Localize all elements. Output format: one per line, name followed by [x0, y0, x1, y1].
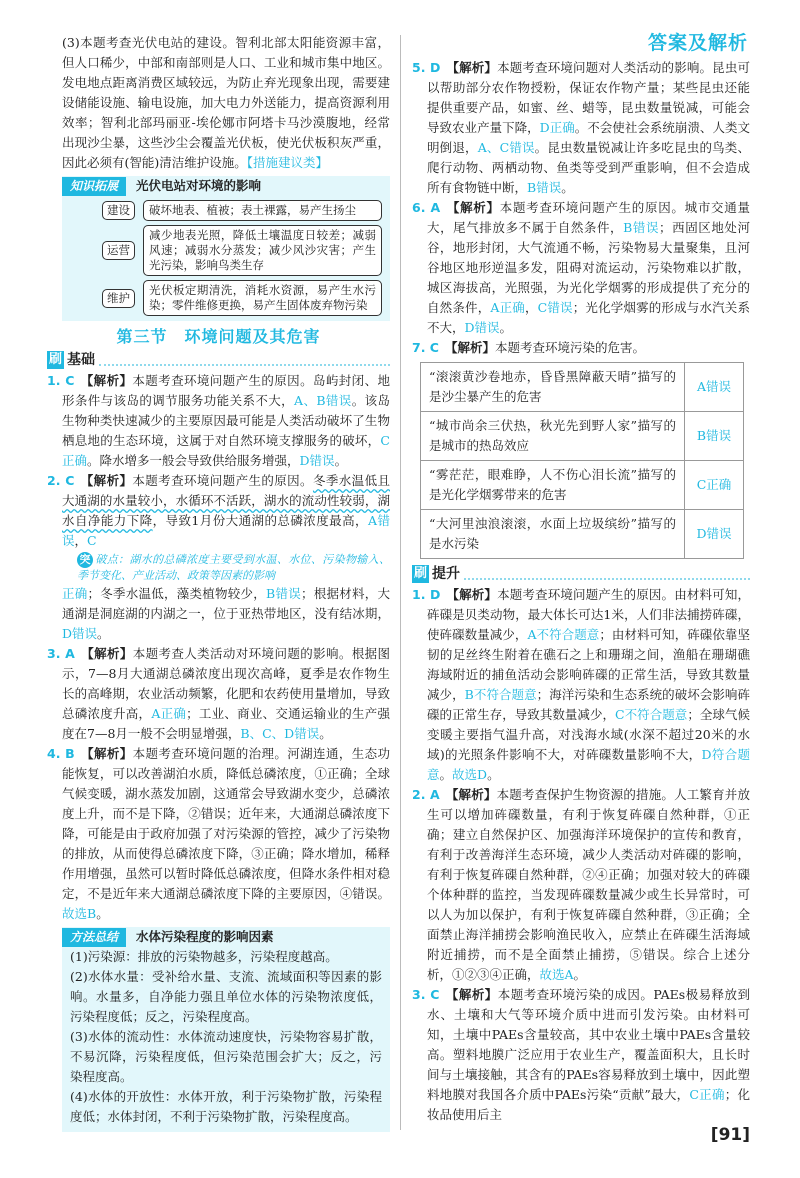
answer-text: 本题考查环境问题对人类活动的影响。昆虫可以帮助部分农作物授粉，保证农作物产量；某些昆虫还能提供重要产品，如蜜、丝、蜡等，昆虫数量锐减，可能会导致农业产量下降， [427, 60, 750, 135]
question-number: 4. B [47, 746, 75, 761]
answer-highlight: B错误 [266, 586, 301, 601]
answer-text: 本题考查环境污染的危害。 [495, 340, 646, 355]
answer-text: 本题考查环境污染的成因。PAEs极易释放到水、土壤和大气等环境介质中进而引发污染。由材料可知，土壤中PAEs含量较高，其中农业土壤中PAEs含量较高。塑料地膜广泛应用于农业生产，覆盖面积大，且长时间与土壤接触，其含有的PAEs容易释放到土壤中，因此塑料地膜对我国各介质中PAEs污染“贡献”最大， [427, 987, 750, 1102]
method-item: (2)水体水量：受补给水量、支流、流域面积等因素的影响。水量多，自净能力强且单位水体的污染物浓度低，污染程度低；反之，污染程度高。 [70, 969, 382, 1024]
answer-highlight: A、B错误 [294, 393, 352, 408]
answer-highlight: 故选A [539, 967, 574, 982]
poem-cell: “城市尚余三伏热，秋光先到野人家”描写的是城市的热岛效应 [421, 412, 685, 461]
answer-item [412, 338, 750, 358]
answer-highlight: D符合题意 [427, 747, 750, 782]
answer-text: ， [524, 300, 538, 315]
note-text: 湖水的总磷浓度主要受到水温、水位、污染物输入、季节变化、产业活动、政策等因素的影响 [77, 553, 391, 582]
method-title: 水体污染程度的影响因素 [136, 929, 274, 944]
question-number: 2. A [412, 787, 440, 802]
answer-item [412, 585, 750, 785]
answer-text: ；化妆品使用后主 [427, 1087, 750, 1122]
answer-text: 。 [96, 906, 109, 921]
level-label: 基础 [67, 352, 96, 368]
answer-text: ， [74, 533, 88, 548]
answer-text: ；全球气候变暖主要指气温升高，对浅海水域(水深不超过20米的水域)的光照条件影响不大，对砗磲数量影响不大， [427, 707, 750, 762]
answer-text: 本题考查环境问题产生的原因。城市交通量大，尾气排放多不属于自然条件， [427, 200, 750, 235]
stage-label: 建设 [102, 201, 135, 220]
answer-item [412, 58, 750, 198]
analysis-label: 【解析】 [80, 646, 133, 661]
answer-highlight: D错误 [464, 320, 500, 335]
answer-highlight: 正确 [62, 586, 88, 601]
question-number: 3. A [47, 646, 75, 661]
answer-highlight: C正确 [62, 433, 390, 468]
answer-text: 。 [561, 180, 574, 195]
answer-text: 。不会使社会系统崩溃、人类文明倒退， [427, 120, 750, 155]
method-box [62, 927, 390, 1132]
answer-highlight: B错误 [623, 220, 660, 235]
knowledge-row [102, 225, 382, 276]
page-number: [91] [710, 1125, 750, 1145]
knowledge-row [102, 280, 382, 316]
answer-highlight: A正确 [490, 300, 525, 315]
stage-impact: 破坏地表、植被；表土裸露，易产生扬尘 [143, 200, 382, 221]
answer-text: ；冬季水温低，藻类植物较少， [87, 586, 267, 601]
breakthrough-note [77, 552, 390, 583]
answer-text: ；工业、商业、交通运输业的生产强度在7—8月一般不会明显增强， [62, 706, 390, 741]
breakthrough-icon: 突 [77, 552, 93, 568]
answer-highlight: A、C错误 [477, 140, 535, 155]
analysis-label: 【解析】 [446, 587, 498, 602]
dotted-rule [464, 568, 750, 580]
stage-label: 维护 [102, 289, 135, 308]
answer-text: ，导致1月份大通湖的总磷浓度最高， [152, 513, 369, 528]
answer-text: ；光化学烟雾的形成与水汽关系不大， [427, 300, 750, 335]
method-item: (3)水体的流动性：水体流动速度快，污染物容易扩散，不易沉降，污染程度低，但污染范围会扩大；反之，污染程度高。 [70, 1029, 382, 1084]
answer-item [47, 644, 390, 744]
analysis-label: 【解析】 [446, 200, 500, 215]
answer-text: 本题考查环境问题产生的原因。 [132, 473, 313, 488]
table-row [421, 510, 744, 559]
level-label: 提升 [432, 566, 461, 582]
dotted-rule [99, 354, 390, 366]
table-row [421, 461, 744, 510]
poem-cell: “滚滚黄沙卷地赤，昏昏黑障蔽天晴”描写的是沙尘暴产生的危害 [421, 363, 685, 412]
answer-text: 。降水增多一般会导致供给服务增强， [87, 453, 300, 468]
answer-text: 。 [334, 453, 348, 468]
question-number: 1. C [47, 373, 75, 388]
answer-text: ；西固区地处河谷，地形封闭，大气流通不畅，污染物易大量聚集，且河谷地区地形逆温多发，阻碍对流运动，污染物难以扩散，城区海拔高，光照强，为光化学烟雾的形成提供了充分的自然条件， [427, 220, 750, 315]
result-cell: B错误 [685, 412, 744, 461]
question-number: 1. D [412, 587, 441, 602]
answer-text: 。 [97, 626, 110, 641]
level-heading [412, 564, 750, 584]
knowledge-title: 光伏电站对环境的影响 [136, 178, 262, 193]
poem-cell: “大河里浊浪滚滚，水面上垃圾缤纷”描写的是水污染 [421, 510, 685, 559]
table-row [421, 363, 744, 412]
brush-icon: 刷 [49, 352, 63, 367]
table-row [421, 412, 744, 461]
analysis-label: 【解析】 [80, 746, 133, 761]
question-number: 7. C [412, 340, 439, 355]
answer-text: ；根据材料，大通湖是洞庭湖的内湖之一，位于亚热带地区，没有结冰期， [62, 586, 390, 621]
note-label: 破点： [95, 553, 130, 566]
answer-text: 。昆虫数量锐减让许多吃昆虫的鸟类、爬行动物、两栖动物、鱼类等受到严重影响，但不会造成所有食物链中断， [427, 140, 750, 195]
stage-impact: 光伏板定期清洗，消耗水资源，易产生水污染；零件维修更换，易产生固体废弃物污染 [143, 280, 382, 316]
answer-highlight: C错误 [537, 300, 573, 315]
answer-item [47, 471, 390, 551]
answer-highlight: D错误 [299, 453, 335, 468]
answer-text: 。 [487, 767, 500, 782]
answer-highlight: A正确 [151, 706, 187, 721]
answer-highlight: A不符合题意 [527, 627, 600, 642]
knowledge-tag: 知识拓展 [62, 177, 126, 196]
question-number: 6. A [412, 200, 441, 215]
answer-highlight: D错误 [62, 626, 98, 641]
answer-highlight: C正确 [689, 1087, 725, 1102]
question-number: 5. D [412, 60, 441, 75]
analysis-label: 【解析】 [444, 340, 495, 355]
column-divider [400, 35, 401, 1130]
method-item: (4)水体的开放性：水体开放，利于污染物扩散，污染程度低；水体封闭，不利于污染物扩散，污染程度高。 [70, 1089, 382, 1124]
answer-highlight: 【措施建议类】 [246, 155, 329, 170]
analysis-label: 【解析】 [80, 373, 133, 388]
intro-paragraph [47, 33, 390, 173]
answer-highlight: 故选D [452, 767, 488, 782]
answer-highlight: A错误 [62, 513, 390, 548]
answer-text: ；由材料可知，砗磲依靠坚韧的足丝终生附着在礁石之上和珊瑚之间，渔船在珊瑚礁海域附近的捕鱼活动会影响砗磲的正常生活，导致其数量减少， [427, 627, 750, 702]
knowledge-row [102, 200, 382, 221]
answer-text: 。 [499, 320, 513, 335]
answer-text: 本题考查保护生物资源的措施。人工繁育并放生可以增加砗磲数量，有利于恢复砗磲自然种群，①正确；建立自然保护区、加强海洋环境保护的宣传和教育，有利于改善海洋生态环境，减少人类活动对砗磲的影响，有利于恢复砗磲自然种群，②④正确；加强对较大的砗磲个体种群的监控，当发现砗磲数量减少或生长异常时，可以人为加以保护，有利于恢复砗磲自然种群，③正确；全面禁止海洋捕捞会影响渔民收入，应禁止在砗磲生活海域附近捕捞，而不是全面禁止捕捞，⑤错误。综合上述分析，①②③④正确， [427, 787, 750, 982]
answer-text: 本题考查人类活动对环境问题的影响。根据图示，7—8月大通湖总磷浓度出现次高峰，夏季是农作物生长的高峰期，农业活动频繁，化肥和农药使用量增加，导致总磷浓度升高， [62, 646, 390, 721]
answer-item [47, 744, 390, 924]
right-column [412, 58, 750, 1125]
answer-text: 。 [439, 767, 453, 782]
result-cell: C正确 [685, 461, 744, 510]
answer-highlight: 故选B [62, 906, 97, 921]
question-number: 2. C [47, 473, 75, 488]
answer-highlight: C [87, 533, 97, 548]
method-tag: 方法总结 [62, 928, 126, 947]
answer-text: 。 [319, 726, 332, 741]
answer-item [412, 985, 750, 1125]
stage-impact: 减少地表光照，降低土壤温度日较差；减弱风速；减弱水分蒸发；减少风沙灾害；产生光污染，影响鸟类生存 [143, 225, 382, 276]
answer-text: 。该岛生物种类快速减少的主要原因最可能是人类活动破坏了生物栖息地的生态环境，这属于对自然环境支撑服务的破坏， [62, 393, 390, 448]
analysis-label: 【解析】 [80, 473, 133, 488]
poem-analysis-table [420, 362, 744, 559]
stage-label: 运营 [102, 241, 135, 260]
level-heading [47, 350, 390, 370]
question-number: 3. C [412, 987, 440, 1002]
answer-text: (3)本题考查光伏电站的建设。智利北部太阳能资源丰富，但人口稀少，中部和南部则是人口、工业和城市集中地区。发电地点距离消费区域较远，为防止弃光现象出现，需要建设储能设施、输电设施，加大电力外送能力，提高资源利用效率；智利北部玛丽亚-埃伦娜市阿塔卡马沙漠腹地，经常出现沙尘暴，这些沙尘会覆盖光伏板，使光伏板积灰严重，因此必须有(智能)清洁维护设施。 [62, 35, 390, 170]
answer-item [412, 785, 750, 985]
left-column [47, 33, 390, 1136]
answer-text: 本题考查环境问题产生的原因。由材料可知，砗磲是贝类动物，最大体长可达1米，人们非法捕捞砗磲，使砗磲数量减少， [427, 587, 750, 642]
result-cell: D错误 [685, 510, 744, 559]
analysis-label: 【解析】 [445, 987, 498, 1002]
section-title: 第三节 环境问题及其危害 [116, 327, 321, 346]
page-header: 答案及解析 [647, 32, 748, 54]
answer-highlight: C不符合题意 [615, 707, 688, 722]
answer-highlight: B不符合题意 [464, 687, 537, 702]
knowledge-box [62, 176, 390, 321]
analysis-label: 【解析】 [445, 787, 497, 802]
answer-text: 本题考查环境问题产生的原因。岛屿封闭、地形条件与该岛的调节服务功能关系不大， [62, 373, 390, 408]
answer-item [47, 371, 390, 471]
answer-highlight: B错误 [527, 180, 562, 195]
answer-text: 。 [573, 967, 587, 982]
poem-cell: “雾茫茫，眼难睁，人不伤心泪长流”描写的是光化学烟雾带来的危害 [421, 461, 685, 510]
answer-highlight: B、C、D错误 [240, 726, 320, 741]
answer-text: 本题考查环境问题的治理。河湖连通，生态功能恢复，可以改善湖泊水质，降低总磷浓度，①正确；全球气候变暖，湖水蒸发加剧，这通常会导致湖水变少，总磷浓度上升，而不是下降，②错误；近年来，大通湖总磷浓度下降，可能是由于政府加强了对污染源的管控，减少了污染物的排放，从而使得总磷浓度下降，③正确；降水增加，稀释作用增强，虽然可以暂时降低总磷浓度，但降水条件相对稳定，不是近年来大通湖总磷浓度下降的主要原因，④错误。 [62, 746, 390, 901]
analysis-label: 【解析】 [446, 60, 498, 75]
answer-text: ；海洋污染和生态系统的破坏会影响砗磲的正常生存，导致其数量减少， [427, 687, 750, 722]
brush-icon: 刷 [414, 566, 428, 581]
method-item: (1)污染源：排放的污染物越多，污染程度越高。 [70, 949, 338, 964]
answer-highlight: D正确 [539, 120, 575, 135]
answer-continuation [47, 584, 390, 644]
answer-item [412, 198, 750, 338]
result-cell: A错误 [685, 363, 744, 412]
key-point-underline: 冬季水温低且大通湖的水量较小，水循环不活跃，湖水的流动性较弱，湖水自净能力下降 [62, 473, 390, 528]
